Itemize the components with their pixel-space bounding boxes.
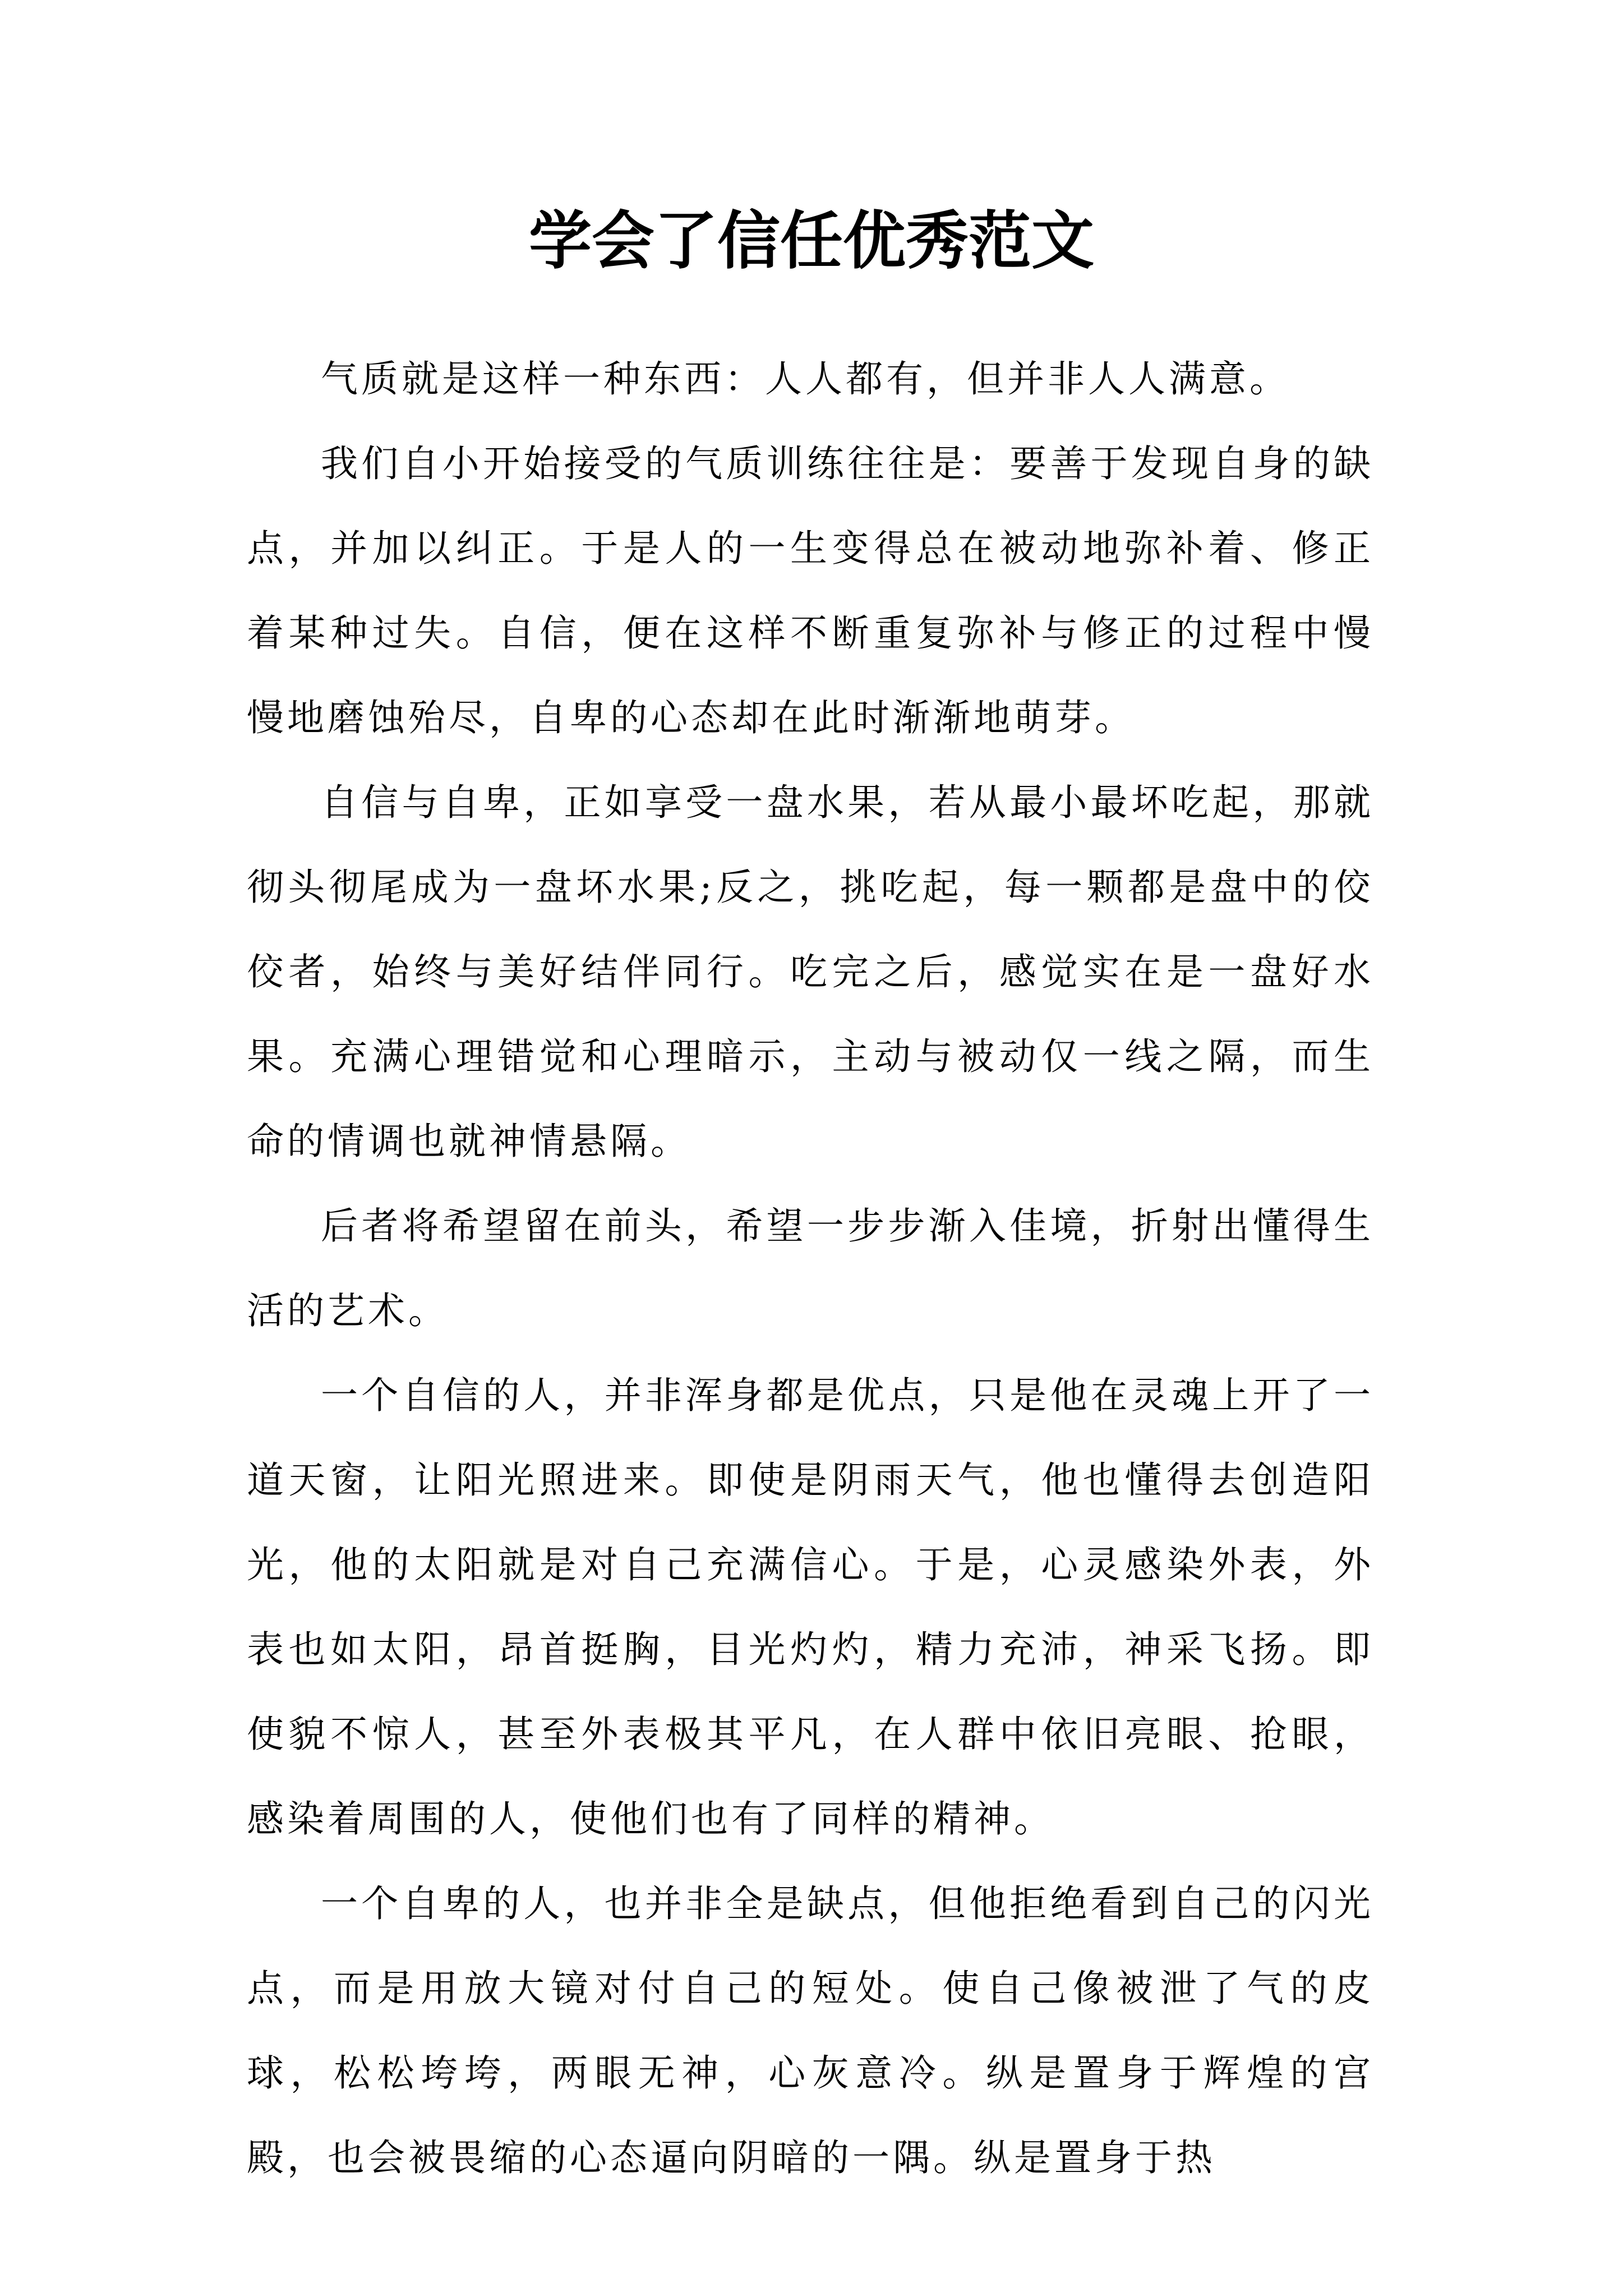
paragraph: 一个自信的人，并非浑身都是优点，只是他在灵魂上开了一道天窗，让阳光照进来。即使是阴雨天气，他也懂得去创造阳光，他的太阳就是对自己充满信心。于是，心灵感染外表，外表也如太阳，昂首挺胸，目光灼灼，精力充沛，神采飞扬。即使貌不惊人，甚至外表极其平凡，在人群中依旧亮眼、抢眼，感染着周围的人，使他们也有了同样的精神。 [247,1374,1374,1841]
paragraph: 气质就是这样一种东西：人人都有，但并非人人满意。 [321,357,1290,401]
paragraph: 后者将希望留在前头，希望一步步渐入佳境，折射出懂得生活的艺术。 [247,1204,1374,1332]
paragraph: 我们自小开始接受的气质训练往往是：要善于发现自身的缺点，并加以纠正。于是人的一生变得总在被动地弥补着、修正着某种过失。自信，便在这样不断重复弥补与修正的过程中慢慢地磨蚀殆尽，自卑的心态却在此时渐渐地萌芽。 [247,442,1374,739]
paragraph: 自信与自卑，正如享受一盘水果，若从最小最坏吃起，那就彻头彻尾成为一盘坏水果;反之，挑吃起，每一颗都是盘中的佼佼者，始终与美好结伴同行。吃完之后，感觉实在是一盘好水果。充满心理错觉和心理暗示，主动与被动仅一线之隔，而生命的情调也就神情悬隔。 [247,781,1374,1163]
document-title: 学会了信任优秀范文 [529,204,1094,278]
paragraph: 一个自卑的人，也并非全是缺点，但他拒绝看到自己的闪光点，而是用放大镜对付自己的短处。使自己像被泄了气的皮球，松松垮垮，两眼无神，心灰意冷。纵是置身于辉煌的宫殿，也会被畏缩的心态逼向阴暗的一隅。纵是置身于热 [247,1882,1374,2179]
document-body [247,337,1374,2200]
